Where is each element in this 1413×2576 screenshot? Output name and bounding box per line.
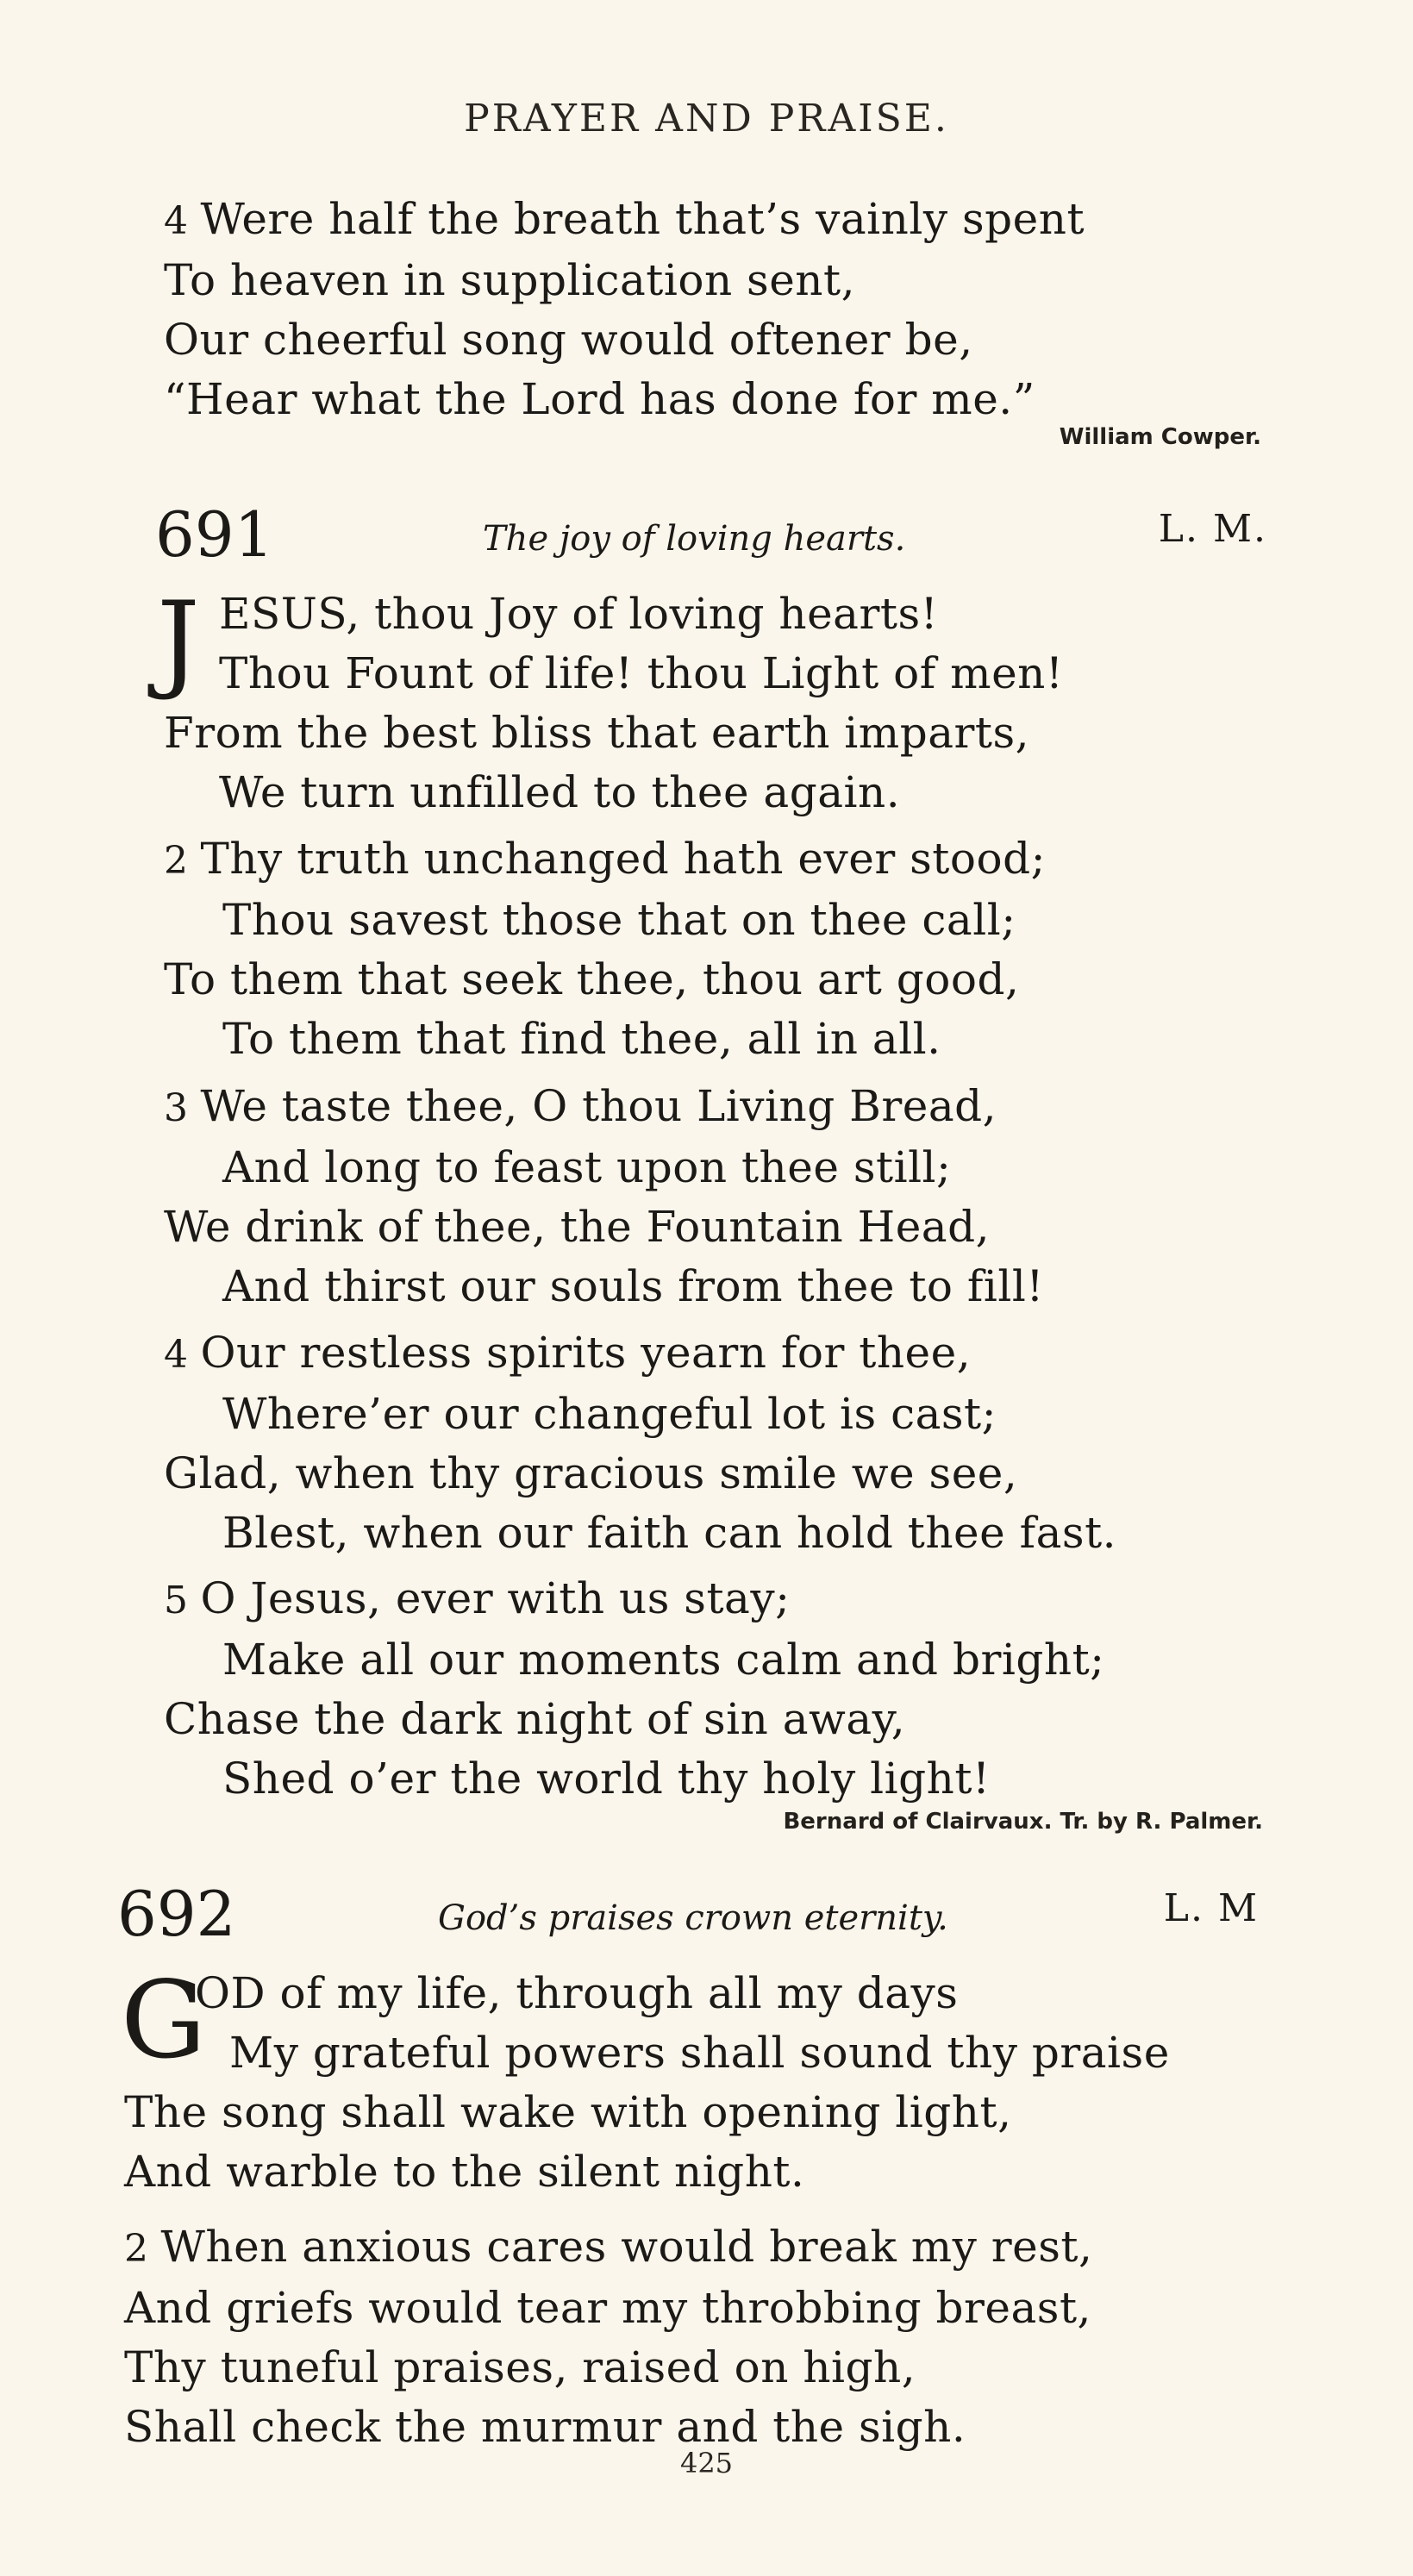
hymn-meter: L. M [1163, 1886, 1259, 1930]
verse-line: 5 O Jesus, ever with us stay; [164, 1573, 791, 1623]
hymn-692-header [117, 1879, 1259, 1957]
stanza-number: 5 [164, 1579, 189, 1623]
hymn-691-attribution: Bernard of Clairvaux. Tr. by R. Palmer. [783, 1809, 1263, 1835]
hymn-691-stanza-4 [164, 1323, 1285, 1563]
verse-line: Chase the dark night of sin away, [164, 1694, 906, 1744]
verse-line: And long to feast upon thee still; [222, 1142, 952, 1192]
verse-line: To them that seek thee, thou art good, [164, 954, 1020, 1004]
hymn-691-stanza-3 [164, 1077, 1285, 1316]
prev-hymn-attribution: William Cowper. [1059, 424, 1261, 450]
verse-line: 2 When anxious cares would break my rest, [124, 2222, 1093, 2272]
verse-line: The song shall wake with opening light, [124, 2087, 1012, 2137]
stanza-number: 2 [164, 839, 189, 883]
hymn-691-stanza-5 [164, 1569, 1285, 1809]
hymn-692-stanza-1 [121, 1959, 1245, 2202]
stanza-number: 4 [164, 1333, 189, 1377]
stanza-number: 3 [164, 1086, 189, 1130]
drop-cap: G [121, 1959, 207, 2083]
running-head: PRAYER AND PRAISE. [464, 97, 949, 141]
verse-line: Make all our moments calm and bright; [222, 1635, 1105, 1685]
stanza-number: 2 [124, 2227, 149, 2271]
verse-line: Where’er our changeful lot is cast; [222, 1389, 997, 1439]
verse-line: 4 Were half the breath that’s vainly spent [164, 194, 1085, 244]
verse-line: We drink of thee, the Fountain Head, [164, 1202, 990, 1252]
verse-line: Thou Fount of life! thou Light of men! [219, 648, 1064, 698]
verse-line: We turn unfilled to thee again. [219, 767, 901, 817]
stanza-number: 4 [164, 199, 189, 243]
hymn-691-stanza-2 [164, 829, 1285, 1069]
verse-line: 3 We taste thee, O thou Living Bread, [164, 1081, 997, 1131]
prev-hymn-stanza-4 [164, 190, 1285, 429]
verse-line: OD of my life, through all my days [195, 1968, 959, 2018]
hymn-title: The joy of loving hearts. [483, 519, 906, 559]
hymn-title: God’s praises crown eternity. [438, 1898, 948, 1938]
drop-cap: J [157, 579, 200, 703]
verse-line: Blest, when our faith can hold thee fast. [222, 1508, 1117, 1558]
hymn-number: 691 [155, 498, 274, 571]
hymn-meter: L. M. [1158, 507, 1267, 551]
verse-line: To them that find thee, all in all. [222, 1014, 941, 1064]
verse-line: My grateful powers shall sound thy praise [229, 2028, 1170, 2078]
hymn-692-stanza-2 [124, 2217, 1245, 2457]
verse-line: To heaven in supplication sent, [164, 255, 855, 305]
verse-line: And griefs would tear my throbbing breast, [124, 2283, 1091, 2333]
verse-line: And warble to the silent night. [124, 2147, 805, 2197]
verse-line: 4 Our restless spirits yearn for thee, [164, 1328, 972, 1378]
page-number: 425 [679, 2447, 734, 2479]
verse-line: Glad, when thy gracious smile we see, [164, 1448, 1018, 1498]
hymn-691-header [155, 500, 1267, 578]
verse-line: “Hear what the Lord has done for me.” [164, 374, 1035, 424]
verse-line: From the best bliss that earth imparts, [164, 708, 1030, 758]
verse-line: Shall check the murmur and the sigh. [124, 2402, 966, 2452]
hymn-691-stanza-1 [157, 579, 1285, 822]
verse-line: And thirst our souls from thee to fill! [222, 1261, 1044, 1311]
verse-line: Our cheerful song would oftener be, [164, 315, 973, 365]
verse-line: ESUS, thou Joy of loving hearts! [219, 589, 939, 639]
verse-line: Shed o’er the world thy holy light! [222, 1754, 991, 1804]
verse-line: 2 Thy truth unchanged hath ever stood; [164, 834, 1046, 884]
verse-line: Thy tuneful praises, raised on high, [124, 2342, 916, 2392]
hymn-number: 692 [117, 1878, 236, 1950]
verse-line: Thou savest those that on thee call; [222, 895, 1016, 945]
